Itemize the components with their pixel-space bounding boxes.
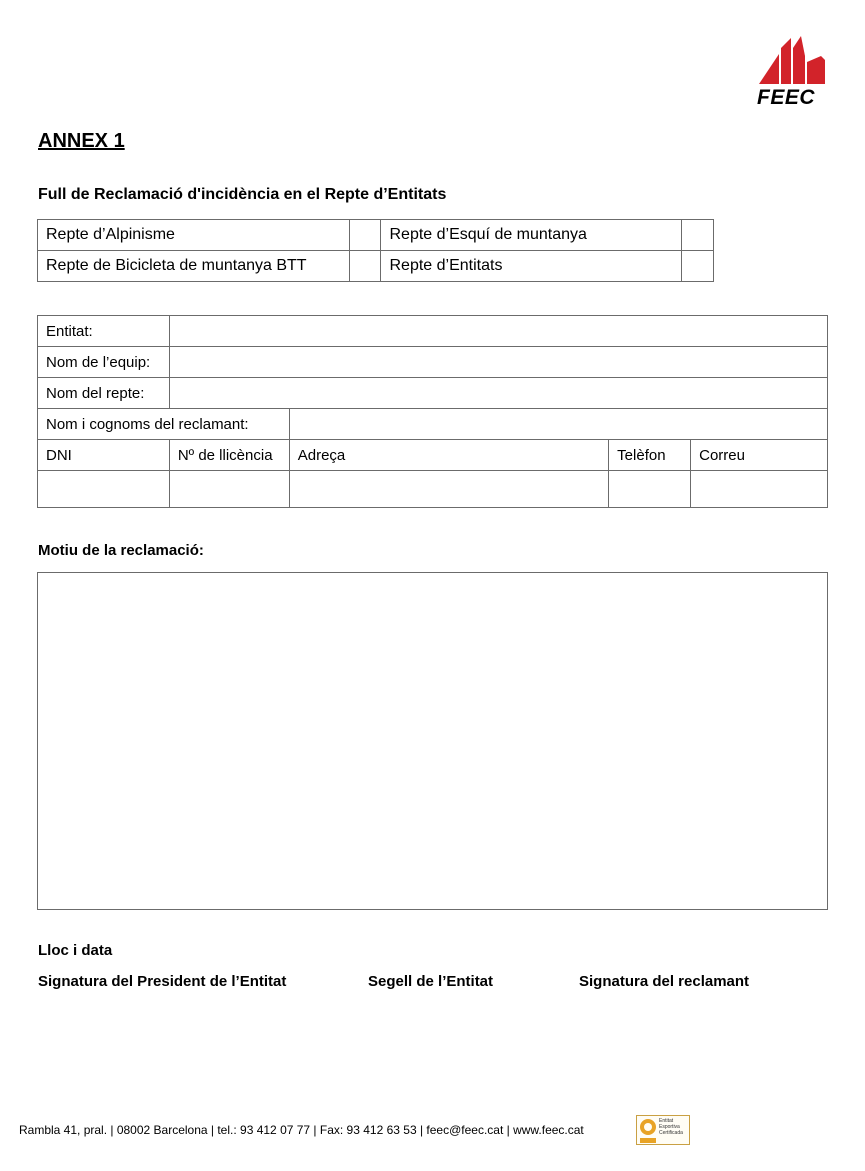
field-label: Nom i cognoms del reclamant: — [38, 409, 290, 440]
column-header: DNI — [38, 440, 170, 471]
badge-line: Certificada — [659, 1130, 683, 1136]
place-date-label: Lloc i data — [38, 942, 113, 959]
field-label: Nom de l’equip: — [38, 347, 170, 378]
challenge-name-field[interactable] — [169, 378, 827, 409]
claimant-info-table — [37, 315, 828, 508]
team-name-field[interactable] — [169, 347, 827, 378]
certification-badge — [636, 1115, 690, 1145]
form-title: Full de Reclamació d'incidència en el Repte d’Entitats — [38, 186, 447, 203]
entity-field[interactable] — [169, 316, 827, 347]
certificate-seal-icon — [640, 1119, 656, 1135]
challenge-label: Repte d’Esquí de muntanya — [381, 220, 682, 251]
table-row — [38, 440, 828, 471]
footer-contact: Rambla 41, pral. | 08002 Barcelona | tel.: 93 412 07 77 | Fax: 93 412 63 53 | feec@feec.cat | www.feec.cat — [19, 1123, 584, 1137]
license-field[interactable] — [169, 471, 289, 508]
claimant-name-field[interactable] — [289, 409, 827, 440]
annex-title: ANNEX 1 — [38, 130, 125, 152]
challenge-label: Repte d’Alpinisme — [38, 220, 350, 251]
table-row — [38, 409, 828, 440]
table-row — [38, 316, 828, 347]
president-signature-label: Signatura del President de l’Entitat — [38, 973, 287, 990]
feec-logo — [755, 34, 827, 112]
field-label: Nom del repte: — [38, 378, 170, 409]
column-header: Nº de llicència — [169, 440, 289, 471]
field-label: Entitat: — [38, 316, 170, 347]
email-field[interactable] — [691, 471, 828, 508]
badge-line: Entitat — [659, 1118, 674, 1124]
badge-line: Esportiva — [659, 1124, 680, 1130]
challenge-label: Repte de Bicicleta de muntanya BTT — [38, 251, 350, 282]
challenges-table — [37, 219, 714, 282]
address-field[interactable] — [289, 471, 608, 508]
column-header: Correu — [691, 440, 828, 471]
badge-text — [659, 1118, 683, 1136]
challenge-checkbox-alpinisme[interactable] — [349, 220, 381, 251]
certificate-bar-icon — [640, 1138, 656, 1143]
table-row — [38, 378, 828, 409]
challenge-label: Repte d’Entitats — [381, 251, 682, 282]
seal-label: Segell de l’Entitat — [368, 973, 494, 990]
column-header: Adreça — [289, 440, 608, 471]
mountain-logo-icon — [755, 34, 827, 84]
table-row — [38, 220, 714, 251]
claimant-signature-label: Signatura del reclamant — [579, 973, 750, 990]
challenge-checkbox-esqui[interactable] — [682, 220, 714, 251]
table-row — [38, 471, 828, 508]
column-header: Telèfon — [609, 440, 691, 471]
dni-field[interactable] — [38, 471, 170, 508]
phone-field[interactable] — [609, 471, 691, 508]
table-row — [38, 347, 828, 378]
logo-text: FEEC — [757, 86, 816, 109]
reason-field[interactable] — [37, 572, 828, 910]
challenge-checkbox-btt[interactable] — [349, 251, 381, 282]
reason-label: Motiu de la reclamació: — [38, 542, 204, 559]
challenge-checkbox-entitats[interactable] — [682, 251, 714, 282]
table-row — [38, 251, 714, 282]
